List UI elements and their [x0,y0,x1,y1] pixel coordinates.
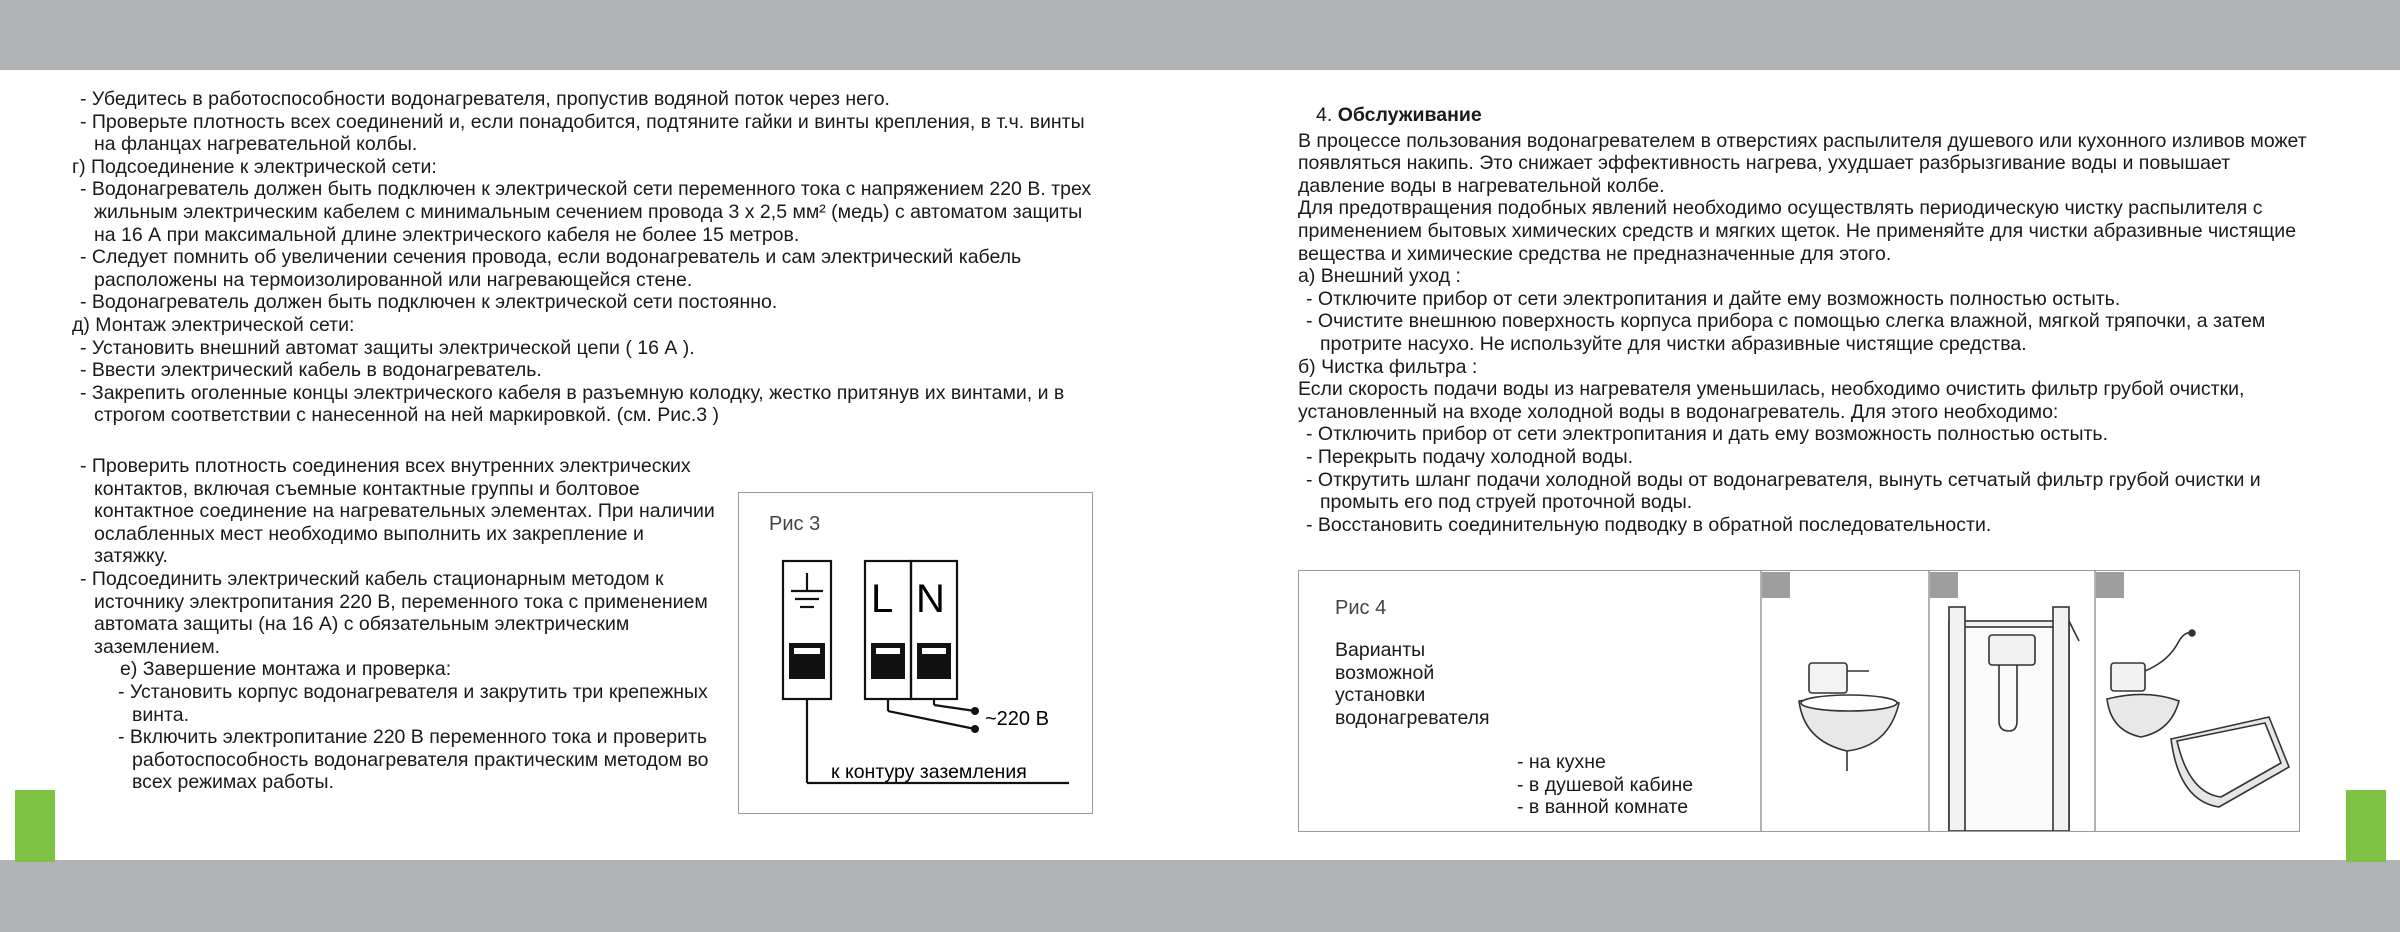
shower-install-illustration [1949,607,2079,831]
terminal-block-diagram [739,493,1092,813]
paragraph: - Убедитесь в работоспособности водонагревателя, пропустив водяной поток через него. [80,88,890,110]
bathroom-install-illustration [2107,630,2289,807]
paragraph: - Установить внешний автомат защиты электрической цепи ( 16 А ). [80,336,695,359]
section-subheading: б) Чистка фильтра : [1298,355,1478,378]
figure-4-installation [1298,570,2300,832]
paragraph: - Водонагреватель должен быть подключен к электрической сети переменного тока с напряжением 220 В. трех жильным электрическим кабелем с минимальным сечением провода 3 х 2,5 мм² (медь) с автоматом защиты на 16 А при максимальной длине электрического кабеля не более 15 метров. [80,178,1092,246]
paragraph: - Ввести электрический кабель в водонагреватель. [80,359,542,382]
paragraph: - Восстановить соединительную подводку в обратной последовательности. [1306,513,1992,536]
caption-line: возможной [1335,661,1435,684]
paragraph: - Перекрыть подачу холодной воды. [1306,445,1634,468]
kitchen-install-illustration [1799,663,1899,771]
section-title: Обслуживание [1337,104,1482,126]
section-number: 4. [1316,104,1333,126]
terminal-n-label: N [916,577,945,621]
caption-line: Варианты [1335,639,1426,661]
paragraph: - Очистите внешнюю поверхность корпуса прибора с помощью слегка влажной, мягкой тряпочки, а затем протрите насухо. Не используйте для чистки абразивные чистящие средства. [1306,310,2266,355]
installation-illustrations [1299,571,2299,831]
left-page-text-narrow [72,455,722,794]
paragraph: - Проверьте плотность всех соединений и, если понадобится, подтяните гайки и винты крепления, в т.ч. винты на фланцах нагревательной колбы. [80,110,1085,156]
right-page-text [1298,104,2308,536]
paragraph: - Отключить прибор от сети электропитания и дать ему возможность полностью остыть. [1306,423,2108,446]
figure-4-label: Рис 4 [1335,597,1387,619]
right-page-body [1298,130,2308,537]
figure-3-wiring [738,492,1093,814]
paragraph: - Отключите прибор от сети электропитания и дайте ему возможность полностью остыть. [1306,287,2121,310]
paragraph: - Включить электропитание 220 В переменного тока и проверить работоспособность водонагревателя практическим методом во всех режимах работы. [118,726,709,794]
paragraph: В процессе пользования водонагревателем в отверстиях распылителя душевого или кухонного изливов может появляться накипь. Это снижает эффективность нагрева, ухудшает разбрызгивание воды и повышает давление воды в нагревательной колбе. [1298,129,2307,197]
paragraph: - Подсоединить электрический кабель стационарным методом к источнику электропитания 220 В, переменного тока с применением автомата защиты (на 16 А) с обязательным электрическим заземлением. [80,567,708,658]
install-option: - на кухне [1517,751,1606,773]
section-subheading: д) Монтаж электрической сети: [72,313,355,336]
paragraph: - Водонагреватель должен быть подключен к электрической сети постоянно. [80,291,778,314]
paragraph: - Открутить шланг подачи холодной воды от водонагревателя, вынуть сетчатый фильтр грубой очистки и промыть его под струей проточной воды. [1306,468,2261,514]
caption-line: установки [1335,684,1426,706]
install-option: - в ванной комнате [1517,796,1689,818]
voltage-label: ~220 В [985,708,1049,730]
section-heading [1316,104,2308,127]
right-accent-tab [2346,790,2386,862]
install-option: - в душевой кабине [1517,773,1694,796]
section-subheading: г) Подсоединение к электрической сети: [72,155,437,178]
left-page-text [72,88,1102,427]
left-accent-tab [15,790,55,862]
top-band [0,0,2400,70]
paragraph: - Проверить плотность соединения всех внутренних электрических контактов, включая съемные контактные группы и болтовое контактное соединение на нагревательных элементах. При наличии ослабленных мест необходимо выполнить их закрепление и затяжку. [80,455,715,568]
terminal-l-label: L [871,577,894,621]
section-subheading: а) Внешний уход : [1298,265,1461,288]
figure-3-label: Рис 3 [769,513,821,535]
ground-loop-label: к контуру заземления [831,761,1027,783]
section-subheading: е) Завершение монтажа и проверка: [120,658,452,681]
paragraph: Если скорость подачи воды из нагревателя уменьшилась, необходимо очистить фильтр грубой очистки, установленный на входе холодной воды в водонагреватель. Для этого необходимо: [1298,378,2245,423]
caption-line: водонагревателя [1335,706,1490,729]
paragraph: Для предотвращения подобных явлений необходимо осуществлять периодическую чистку распылителя с применением бытовых химических средств и мягких щеток. Не применяйте для чистки абразивные чистящие вещества и химические средства не предназначенные для этого. [1298,197,2297,265]
paragraph: - Следует помнить об увеличении сечения провода, если водонагреватель и сам электрический кабель расположены на термоизолированной или нагревающейся стене. [80,246,1022,291]
bottom-band [0,860,2400,932]
paragraph: - Закрепить оголенные концы электрического кабеля в разъемную колодку, жестко притянув их винтами, и в строгом соответствии с нанесенной на ней маркировкой. (см. Рис.3 ) [80,381,1065,427]
paragraph: - Установить корпус водонагревателя и закрутить три крепежных винта. [118,680,708,726]
